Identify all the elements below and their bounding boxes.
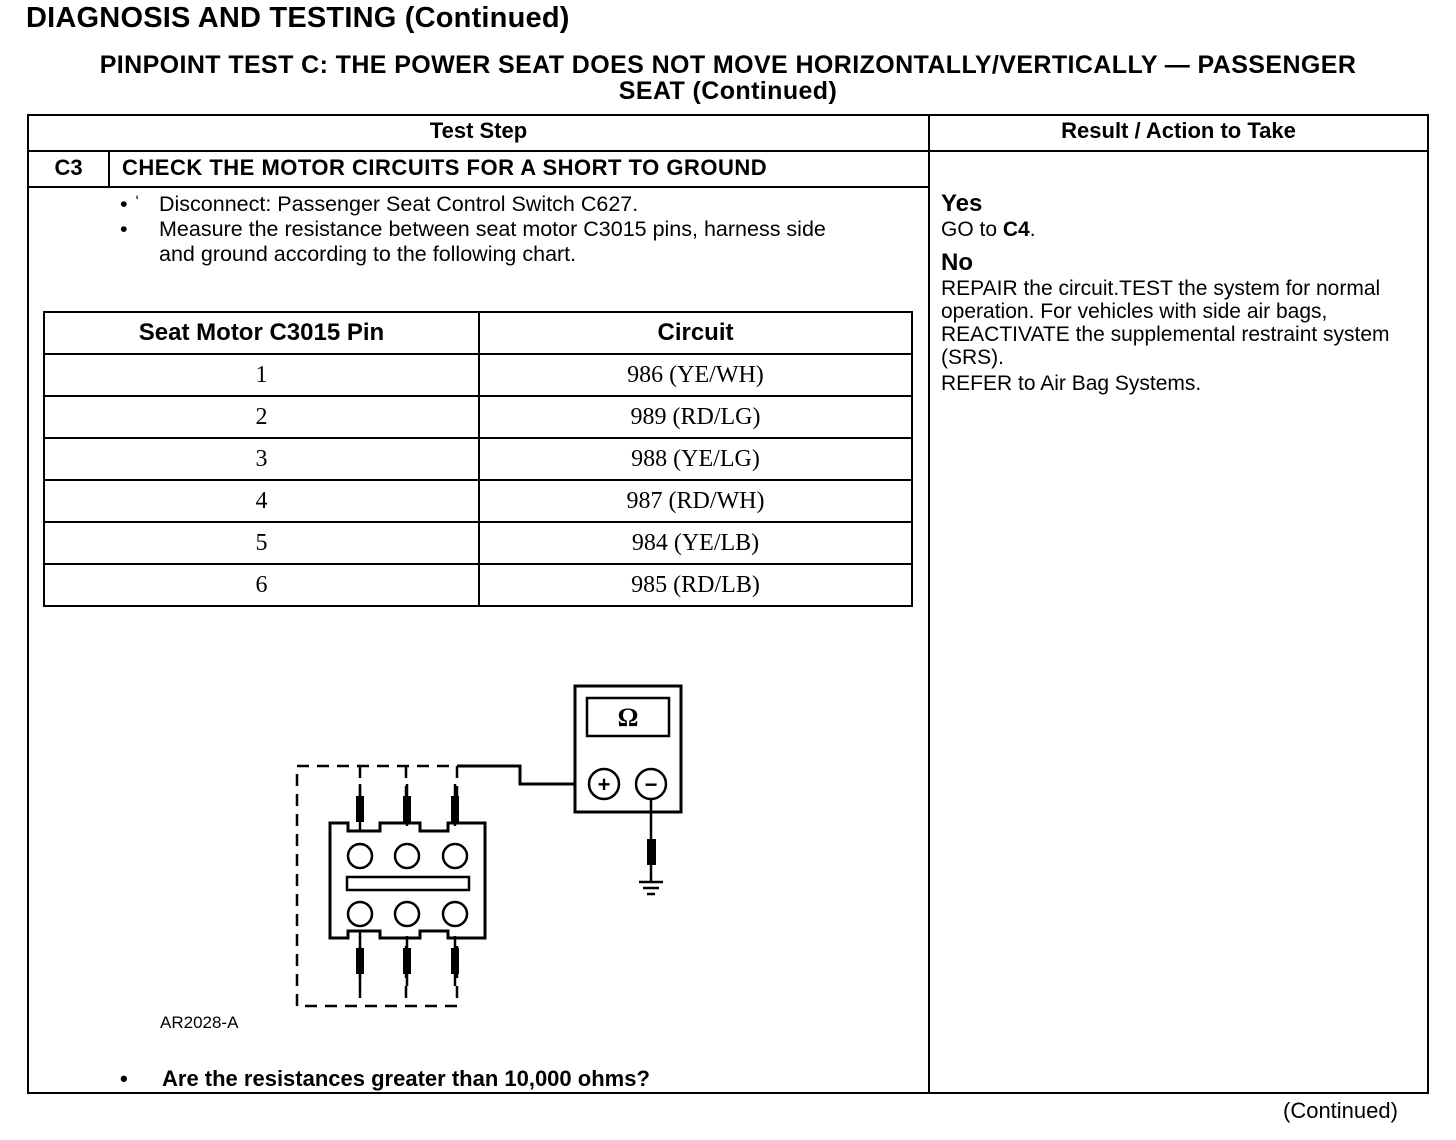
table-row bbox=[44, 480, 912, 522]
ohm-symbol: Ω bbox=[617, 703, 639, 732]
chart-header-row bbox=[44, 312, 912, 354]
page-title: DIAGNOSIS AND TESTING (Continued) bbox=[26, 2, 570, 34]
continued-note: (Continued) bbox=[1283, 1098, 1398, 1123]
column-header-test-step: Test Step bbox=[429, 118, 528, 143]
column-header-result: Result / Action to Take bbox=[1061, 118, 1296, 143]
probe-icon bbox=[647, 839, 656, 865]
circuit-cell: 989 (RD/LG) bbox=[479, 396, 912, 438]
pin-cavity bbox=[443, 902, 467, 926]
table-row bbox=[44, 396, 912, 438]
pin-cavity bbox=[348, 844, 372, 868]
step-id: C3 bbox=[54, 155, 83, 180]
circuit-cell: 984 (YE/LB) bbox=[479, 522, 912, 564]
pin-cell: 1 bbox=[44, 354, 479, 396]
table-row bbox=[44, 354, 912, 396]
ohmmeter-connector-diagram bbox=[280, 676, 700, 1016]
table-row bbox=[44, 564, 912, 606]
pin-circuit-chart bbox=[43, 311, 913, 607]
test-question bbox=[120, 1066, 650, 1092]
subtitle-line-2: SEAT (Continued) bbox=[618, 77, 838, 105]
instruction-list bbox=[118, 192, 849, 267]
yes-action-prefix: GO to bbox=[941, 218, 1003, 241]
circuit-cell: 986 (YE/WH) bbox=[479, 354, 912, 396]
circuit-cell: 987 (RD/WH) bbox=[479, 480, 912, 522]
pin-cavity bbox=[395, 902, 419, 926]
pinpoint-test-title bbox=[20, 52, 1436, 104]
yes-action-suffix: . bbox=[1029, 218, 1036, 241]
probe-icon bbox=[356, 784, 364, 826]
plus-sign: + bbox=[597, 772, 611, 797]
figure-caption: AR2028-A bbox=[160, 1013, 239, 1032]
ground-symbol-icon bbox=[639, 882, 663, 894]
test-lead-wire bbox=[457, 766, 588, 784]
circuit-cell: 988 (YE/LG) bbox=[479, 438, 912, 480]
probe-icon bbox=[356, 936, 364, 986]
instruction-item bbox=[118, 217, 849, 267]
no-label: No bbox=[941, 249, 973, 276]
column-divider bbox=[928, 114, 930, 1094]
pin-cavity bbox=[443, 844, 467, 868]
chart-header-circuit: Circuit bbox=[479, 312, 912, 354]
probe-icon bbox=[403, 936, 411, 986]
result-panel bbox=[941, 190, 1411, 395]
bullet-marker: • bbox=[120, 217, 128, 241]
circuit-cell: 985 (RD/LB) bbox=[479, 564, 912, 606]
pin-cell: 4 bbox=[44, 480, 479, 522]
pin-cavity bbox=[348, 902, 372, 926]
step-id-divider bbox=[108, 150, 110, 187]
subtitle-line-1: PINPOINT TEST C: THE POWER SEAT DOES NOT MOVE HORIZONTALLY/VERTICALLY — PASSENGER bbox=[99, 51, 1357, 79]
no-action: REPAIR the circuit.TEST the system for normal operation. For vehicles with side air bags, REACTIVATE the supplemental restraint system (SRS). bbox=[941, 277, 1390, 369]
no-refer: REFER to Air Bag Systems. bbox=[941, 372, 1202, 395]
yes-label: Yes bbox=[941, 190, 983, 217]
chart-header-pin: Seat Motor C3015 Pin bbox=[44, 312, 479, 354]
instruction-item bbox=[118, 192, 849, 217]
pin-cell: 2 bbox=[44, 396, 479, 438]
instruction-text: Measure the resistance between seat motor C3015 pins, harness side and ground according to the following chart. bbox=[159, 217, 826, 266]
pin-cell: 5 bbox=[44, 522, 479, 564]
bullet-marker: • ˈ bbox=[120, 192, 141, 216]
minus-sign: − bbox=[644, 772, 658, 797]
pin-cell: 3 bbox=[44, 438, 479, 480]
pin-cell: 6 bbox=[44, 564, 479, 606]
table-row bbox=[44, 438, 912, 480]
step-title: CHECK THE MOTOR CIRCUITS FOR A SHORT TO GROUND bbox=[122, 155, 768, 180]
header-rule bbox=[27, 150, 1429, 152]
table-row bbox=[44, 522, 912, 564]
step-rule bbox=[27, 186, 930, 188]
probe-icon bbox=[451, 936, 459, 986]
yes-action bbox=[941, 218, 1411, 241]
yes-action-target: C4 bbox=[1002, 218, 1030, 241]
pin-cavity bbox=[395, 844, 419, 868]
bullet-marker: • bbox=[120, 1066, 128, 1091]
instruction-text: Disconnect: Passenger Seat Control Switch C627. bbox=[159, 192, 639, 216]
connector-latch bbox=[347, 877, 469, 890]
probe-icon bbox=[403, 784, 411, 826]
question-text: Are the resistances greater than 10,000 ohms? bbox=[162, 1066, 650, 1091]
